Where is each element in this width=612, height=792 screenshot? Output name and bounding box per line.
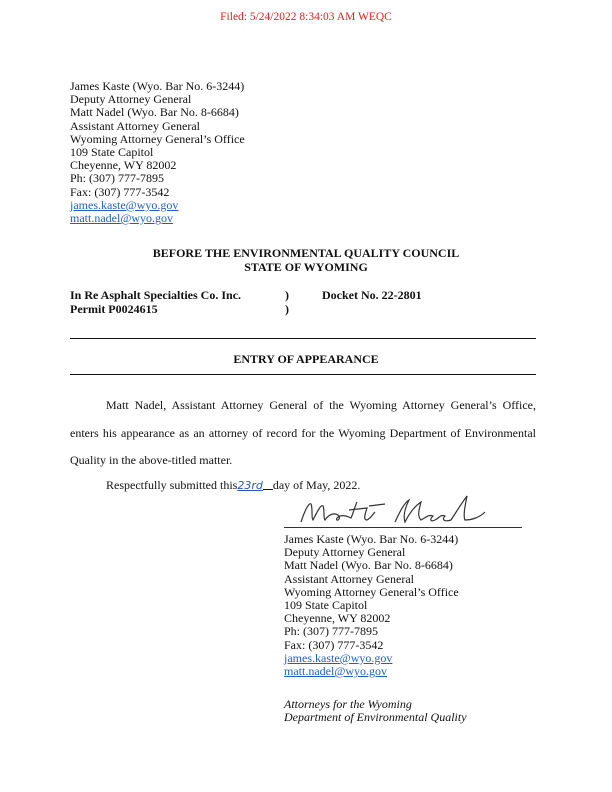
counsel-line: 109 State Capitol: [70, 145, 154, 160]
counsel-line: Matt Nadel (Wyo. Bar No. 8-6684): [70, 105, 239, 120]
submitted-suffix: day of May, 2022.: [272, 478, 361, 492]
counsel-block: [70, 80, 245, 225]
email-link-nadel[interactable]: matt.nadel@wyo.gov: [70, 211, 174, 226]
signature-line-text: Ph: (307) 777-7895: [284, 624, 378, 639]
signature-block: [284, 533, 459, 678]
signature-line-text: Cheyenne, WY 82002: [284, 611, 391, 626]
divider-bottom: [70, 374, 536, 375]
case-caption: [70, 288, 241, 316]
document-title: ENTRY OF APPEARANCE: [233, 352, 379, 366]
signature-line-text: 109 State Capitol: [284, 598, 368, 613]
filing-stamp: Filed: 5/24/2022 8:34:03 AM WEQC: [220, 11, 392, 23]
signature-line-text: Deputy Attorney General: [284, 545, 406, 560]
email-link-kaste[interactable]: james.kaste@wyo.gov: [70, 197, 179, 212]
permit-number: Permit P0024615: [70, 302, 158, 316]
counsel-line: Ph: (307) 777-7895: [70, 171, 164, 186]
submitted-day: 23rd: [237, 479, 263, 492]
counsel-line: Wyoming Attorney General’s Office: [70, 131, 245, 146]
appearance-paragraph: Matt Nadel, Assistant Attorney General of the Wyoming Attorney General’s Office, enters his appearance as an attorney of record for the Wyoming Department of Environmental Quality in the above-titled matter.: [70, 398, 536, 467]
submitted-prefix: Respectfully submitted this: [106, 478, 238, 492]
email-link-kaste[interactable]: james.kaste@wyo.gov: [284, 650, 393, 665]
council-heading: [0, 246, 612, 274]
caption-paren: ): [285, 288, 289, 302]
counsel-line: Assistant Attorney General: [70, 118, 200, 133]
signature-line: [284, 527, 522, 528]
signature-line-text: Wyoming Attorney General’s Office: [284, 584, 459, 599]
signature-line-text: Matt Nadel (Wyo. Bar No. 8-6684): [284, 558, 453, 573]
submitted-line: [106, 478, 360, 493]
counsel-line: James Kaste (Wyo. Bar No. 6-3244): [70, 79, 245, 93]
day-underline: [263, 489, 273, 490]
heading-line-1: BEFORE THE ENVIRONMENTAL QUALITY COUNCIL: [152, 246, 460, 260]
email-link-nadel[interactable]: matt.nadel@wyo.gov: [284, 664, 388, 679]
signature-line-text: Fax: (307) 777-3542: [284, 637, 384, 652]
signature-line-text: James Kaste (Wyo. Bar No. 6-3244): [284, 532, 459, 546]
counsel-line: Cheyenne, WY 82002: [70, 158, 177, 173]
caption-parens: [285, 288, 289, 316]
attorneys-for-line-1: Attorneys for the Wyoming: [284, 697, 412, 711]
matter-name: In Re Asphalt Specialties Co. Inc.: [70, 288, 242, 302]
counsel-line: Deputy Attorney General: [70, 92, 192, 107]
counsel-line: Fax: (307) 777-3542: [70, 184, 170, 199]
attorneys-for: [284, 698, 467, 724]
signature-line-text: Assistant Attorney General: [284, 571, 414, 586]
attorneys-for-line-2: Department of Environmental Quality: [284, 710, 467, 725]
docket-number: Docket No. 22-2801: [322, 288, 422, 302]
signature-image: [295, 492, 515, 532]
divider-top: [70, 338, 536, 339]
heading-line-2: STATE OF WYOMING: [244, 260, 368, 274]
caption-paren: ): [285, 302, 289, 316]
